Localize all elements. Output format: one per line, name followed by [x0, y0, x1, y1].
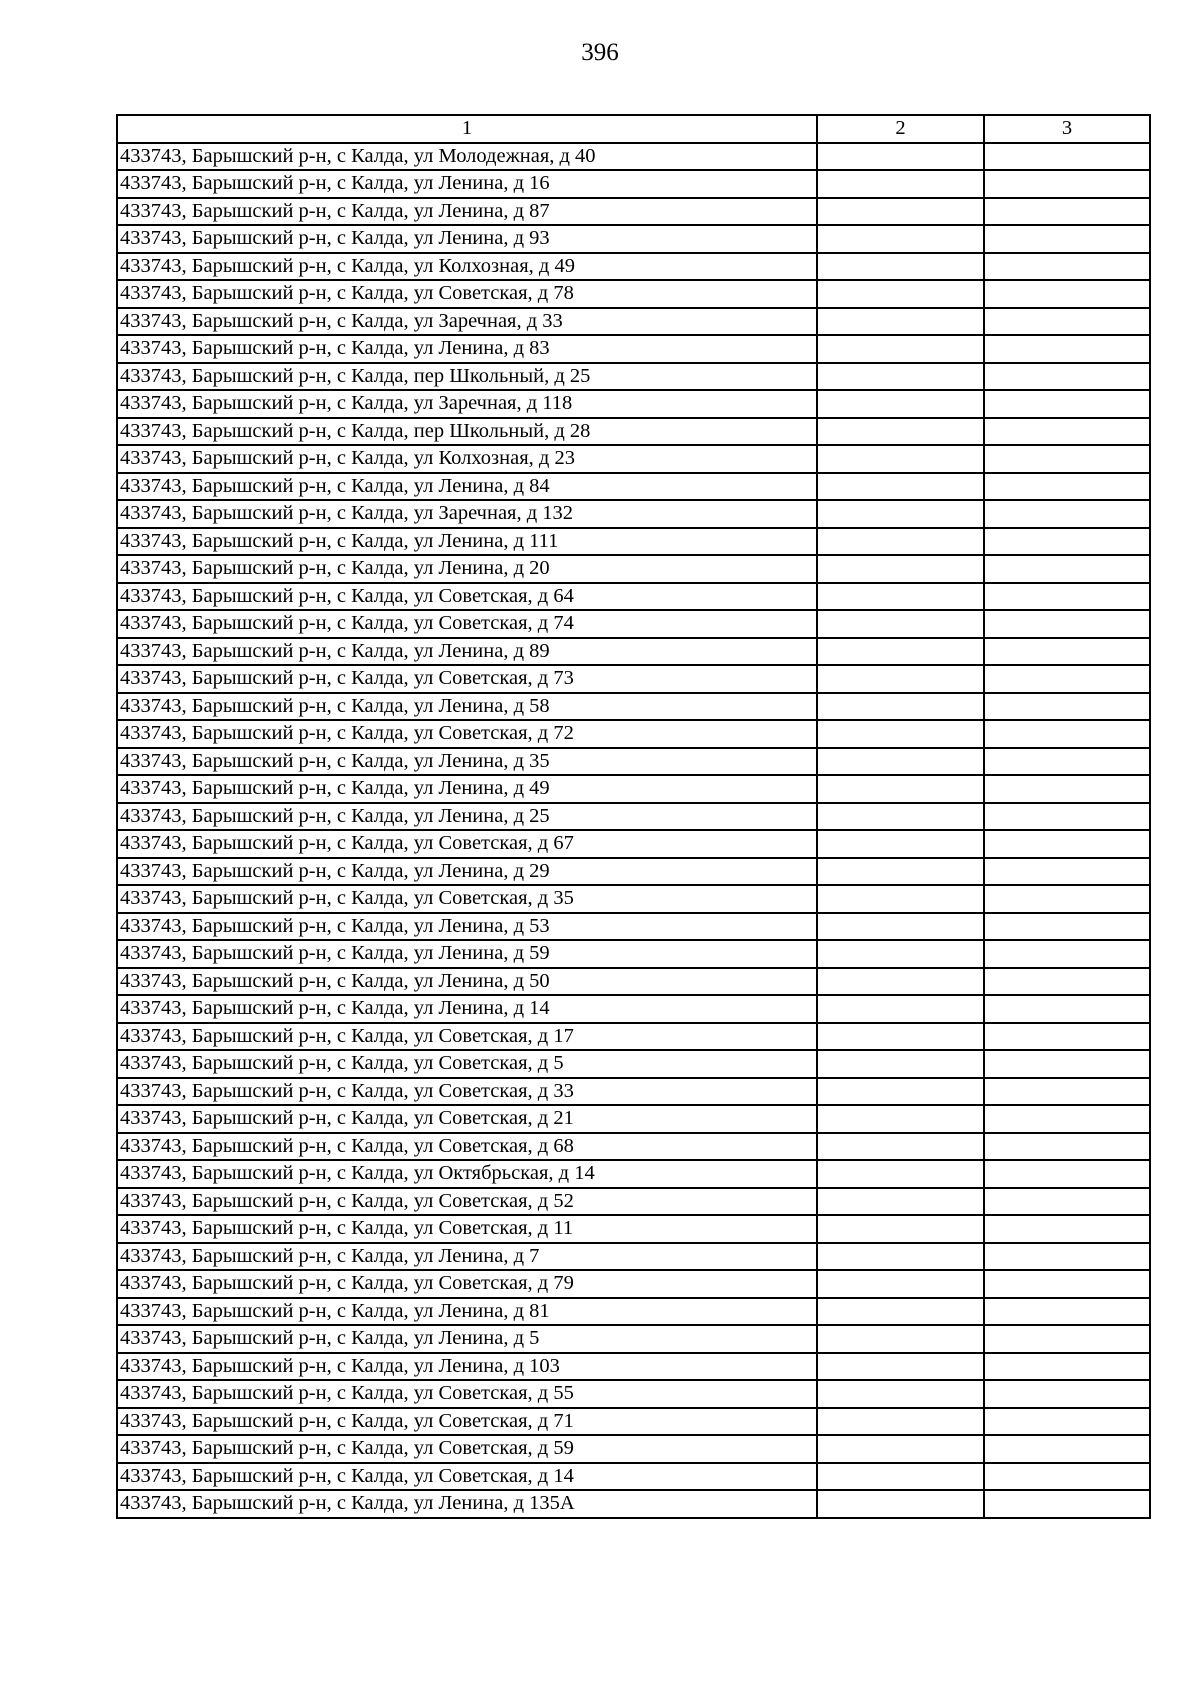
address-cell: 433743, Барышский р-н, с Калда, ул Советская, д 11: [117, 1215, 817, 1243]
col-3-cell: [984, 720, 1150, 748]
table-row: [117, 1133, 1150, 1161]
table-row: [117, 583, 1150, 611]
header-col-2: 2: [817, 115, 984, 143]
col-3-cell: [984, 418, 1150, 446]
address-cell: 433743, Барышский р-н, с Калда, ул Советская, д 52: [117, 1188, 817, 1216]
col-2-cell: [817, 1243, 984, 1271]
address-cell: 433743, Барышский р-н, с Калда, ул Ленина, д 7: [117, 1243, 817, 1271]
col-3-cell: [984, 1408, 1150, 1436]
table-row: [117, 830, 1150, 858]
table-row: [117, 335, 1150, 363]
table-row: [117, 1435, 1150, 1463]
address-cell: 433743, Барышский р-н, с Калда, ул Советская, д 79: [117, 1270, 817, 1298]
table-row: [117, 995, 1150, 1023]
address-cell: 433743, Барышский р-н, с Калда, ул Советская, д 74: [117, 610, 817, 638]
col-3-cell: [984, 390, 1150, 418]
address-cell: 433743, Барышский р-н, с Калда, ул Ленина, д 103: [117, 1353, 817, 1381]
col-2-cell: [817, 1078, 984, 1106]
table-row: [117, 665, 1150, 693]
col-2-cell: [817, 143, 984, 171]
table-row: [117, 225, 1150, 253]
table-row: [117, 885, 1150, 913]
address-cell: 433743, Барышский р-н, с Калда, ул Ленина, д 53: [117, 913, 817, 941]
col-3-cell: [984, 1160, 1150, 1188]
col-2-cell: [817, 280, 984, 308]
table-row: [117, 1353, 1150, 1381]
col-3-cell: [984, 665, 1150, 693]
col-2-cell: [817, 198, 984, 226]
address-cell: 433743, Барышский р-н, с Калда, ул Ленина, д 83: [117, 335, 817, 363]
col-2-cell: [817, 968, 984, 996]
address-cell: 433743, Барышский р-н, с Калда, ул Ленина, д 87: [117, 198, 817, 226]
col-2-cell: [817, 1160, 984, 1188]
col-2-cell: [817, 528, 984, 556]
address-cell: 433743, Барышский р-н, с Калда, ул Ленина, д 135А: [117, 1490, 817, 1518]
col-2-cell: [817, 1380, 984, 1408]
table-row: [117, 1298, 1150, 1326]
table-row: [117, 1408, 1150, 1436]
table-row: [117, 1243, 1150, 1271]
table-row: [117, 170, 1150, 198]
col-2-cell: [817, 830, 984, 858]
col-3-cell: [984, 1435, 1150, 1463]
table-row: [117, 1050, 1150, 1078]
table-row: [117, 803, 1150, 831]
address-cell: 433743, Барышский р-н, с Калда, ул Ленина, д 81: [117, 1298, 817, 1326]
table-row: [117, 1160, 1150, 1188]
address-cell: 433743, Барышский р-н, с Калда, ул Заречная, д 33: [117, 308, 817, 336]
col-3-cell: [984, 1243, 1150, 1271]
col-3-cell: [984, 1133, 1150, 1161]
address-cell: 433743, Барышский р-н, с Калда, ул Ленина, д 16: [117, 170, 817, 198]
table-row: [117, 913, 1150, 941]
table-row: [117, 1270, 1150, 1298]
table-row: [117, 1463, 1150, 1491]
col-3-cell: [984, 1050, 1150, 1078]
col-2-cell: [817, 720, 984, 748]
col-3-cell: [984, 748, 1150, 776]
col-3-cell: [984, 858, 1150, 886]
table-row: [117, 1325, 1150, 1353]
col-2-cell: [817, 390, 984, 418]
address-cell: 433743, Барышский р-н, с Калда, ул Колхозная, д 23: [117, 445, 817, 473]
table-row: [117, 1490, 1150, 1518]
address-cell: 433743, Барышский р-н, с Калда, ул Ленина, д 25: [117, 803, 817, 831]
col-3-cell: [984, 638, 1150, 666]
col-3-cell: [984, 473, 1150, 501]
table-row: [117, 1105, 1150, 1133]
table-row: [117, 445, 1150, 473]
table-row: [117, 693, 1150, 721]
col-2-cell: [817, 308, 984, 336]
table-row: [117, 720, 1150, 748]
col-2-cell: [817, 1463, 984, 1491]
table-row: [117, 610, 1150, 638]
col-2-cell: [817, 555, 984, 583]
col-3-cell: [984, 225, 1150, 253]
col-3-cell: [984, 1105, 1150, 1133]
table-row: [117, 143, 1150, 171]
address-cell: 433743, Барышский р-н, с Калда, ул Ленина, д 20: [117, 555, 817, 583]
address-cell: 433743, Барышский р-н, с Калда, ул Колхозная, д 49: [117, 253, 817, 281]
address-cell: 433743, Барышский р-н, с Калда, ул Советская, д 59: [117, 1435, 817, 1463]
address-cell: 433743, Барышский р-н, с Калда, ул Октябрьская, д 14: [117, 1160, 817, 1188]
table-row: [117, 198, 1150, 226]
address-cell: 433743, Барышский р-н, с Калда, ул Ленина, д 29: [117, 858, 817, 886]
address-cell: 433743, Барышский р-н, с Калда, ул Советская, д 33: [117, 1078, 817, 1106]
col-3-cell: [984, 913, 1150, 941]
address-cell: 433743, Барышский р-н, с Калда, ул Ленина, д 5: [117, 1325, 817, 1353]
col-3-cell: [984, 995, 1150, 1023]
col-2-cell: [817, 1050, 984, 1078]
col-2-cell: [817, 638, 984, 666]
address-cell: 433743, Барышский р-н, с Калда, ул Советская, д 72: [117, 720, 817, 748]
col-3-cell: [984, 803, 1150, 831]
col-2-cell: [817, 885, 984, 913]
table-body: [117, 143, 1150, 1518]
col-3-cell: [984, 363, 1150, 391]
col-3-cell: [984, 198, 1150, 226]
table-row: [117, 363, 1150, 391]
table-row: [117, 308, 1150, 336]
col-3-cell: [984, 1490, 1150, 1518]
col-3-cell: [984, 1298, 1150, 1326]
col-3-cell: [984, 280, 1150, 308]
col-2-cell: [817, 445, 984, 473]
address-cell: 433743, Барышский р-н, с Калда, ул Ленина, д 49: [117, 775, 817, 803]
address-table: [116, 114, 1151, 1519]
col-3-cell: [984, 940, 1150, 968]
col-3-cell: [984, 143, 1150, 171]
col-3-cell: [984, 528, 1150, 556]
col-2-cell: [817, 170, 984, 198]
address-cell: 433743, Барышский р-н, с Калда, ул Ленина, д 89: [117, 638, 817, 666]
col-3-cell: [984, 1463, 1150, 1491]
col-2-cell: [817, 363, 984, 391]
col-3-cell: [984, 1353, 1150, 1381]
col-3-cell: [984, 308, 1150, 336]
col-3-cell: [984, 1325, 1150, 1353]
address-cell: 433743, Барышский р-н, с Калда, ул Молодежная, д 40: [117, 143, 817, 171]
table-row: [117, 775, 1150, 803]
table-header: [117, 115, 1150, 143]
col-3-cell: [984, 610, 1150, 638]
col-2-cell: [817, 748, 984, 776]
col-2-cell: [817, 1105, 984, 1133]
col-2-cell: [817, 1188, 984, 1216]
page-number: 396: [581, 39, 619, 66]
address-cell: 433743, Барышский р-н, с Калда, ул Ленина, д 50: [117, 968, 817, 996]
table-row: [117, 1078, 1150, 1106]
address-cell: 433743, Барышский р-н, с Калда, ул Советская, д 68: [117, 1133, 817, 1161]
col-2-cell: [817, 803, 984, 831]
col-2-cell: [817, 693, 984, 721]
address-cell: 433743, Барышский р-н, с Калда, ул Ленина, д 14: [117, 995, 817, 1023]
col-2-cell: [817, 1298, 984, 1326]
address-cell: 433743, Барышский р-н, с Калда, ул Ленина, д 111: [117, 528, 817, 556]
col-3-cell: [984, 1188, 1150, 1216]
col-2-cell: [817, 1490, 984, 1518]
col-3-cell: [984, 170, 1150, 198]
col-2-cell: [817, 1353, 984, 1381]
table-row: [117, 748, 1150, 776]
col-2-cell: [817, 1270, 984, 1298]
col-2-cell: [817, 995, 984, 1023]
address-cell: 433743, Барышский р-н, с Калда, ул Заречная, д 132: [117, 500, 817, 528]
col-3-cell: [984, 253, 1150, 281]
col-2-cell: [817, 1215, 984, 1243]
address-cell: 433743, Барышский р-н, с Калда, ул Ленина, д 35: [117, 748, 817, 776]
col-2-cell: [817, 1133, 984, 1161]
table-row: [117, 638, 1150, 666]
header-row: [117, 115, 1150, 143]
col-2-cell: [817, 1435, 984, 1463]
table-row: [117, 1023, 1150, 1051]
address-cell: 433743, Барышский р-н, с Калда, пер Школьный, д 25: [117, 363, 817, 391]
header-col-1: 1: [117, 115, 817, 143]
address-cell: 433743, Барышский р-н, с Калда, ул Советская, д 35: [117, 885, 817, 913]
col-2-cell: [817, 1325, 984, 1353]
table-row: [117, 253, 1150, 281]
address-cell: 433743, Барышский р-н, с Калда, ул Ленина, д 93: [117, 225, 817, 253]
col-2-cell: [817, 473, 984, 501]
table-row: [117, 940, 1150, 968]
col-3-cell: [984, 1023, 1150, 1051]
col-2-cell: [817, 940, 984, 968]
address-cell: 433743, Барышский р-н, с Калда, ул Советская, д 73: [117, 665, 817, 693]
table-row: [117, 1188, 1150, 1216]
col-2-cell: [817, 665, 984, 693]
col-3-cell: [984, 555, 1150, 583]
table-row: [117, 390, 1150, 418]
col-2-cell: [817, 500, 984, 528]
address-cell: 433743, Барышский р-н, с Калда, ул Советская, д 71: [117, 1408, 817, 1436]
col-2-cell: [817, 335, 984, 363]
col-2-cell: [817, 610, 984, 638]
col-3-cell: [984, 500, 1150, 528]
col-2-cell: [817, 1408, 984, 1436]
address-cell: 433743, Барышский р-н, с Калда, ул Советская, д 14: [117, 1463, 817, 1491]
table-row: [117, 858, 1150, 886]
address-cell: 433743, Барышский р-н, с Калда, ул Ленина, д 84: [117, 473, 817, 501]
table-row: [117, 968, 1150, 996]
address-cell: 433743, Барышский р-н, с Калда, пер Школьный, д 28: [117, 418, 817, 446]
col-3-cell: [984, 1078, 1150, 1106]
address-cell: 433743, Барышский р-н, с Калда, ул Советская, д 78: [117, 280, 817, 308]
col-3-cell: [984, 1215, 1150, 1243]
col-2-cell: [817, 913, 984, 941]
table-row: [117, 528, 1150, 556]
table-row: [117, 280, 1150, 308]
col-2-cell: [817, 775, 984, 803]
col-2-cell: [817, 858, 984, 886]
table-row: [117, 555, 1150, 583]
col-3-cell: [984, 693, 1150, 721]
col-3-cell: [984, 1380, 1150, 1408]
header-col-3: 3: [984, 115, 1150, 143]
col-3-cell: [984, 830, 1150, 858]
col-3-cell: [984, 335, 1150, 363]
col-3-cell: [984, 968, 1150, 996]
address-cell: 433743, Барышский р-н, с Калда, ул Советская, д 21: [117, 1105, 817, 1133]
col-2-cell: [817, 225, 984, 253]
table-row: [117, 500, 1150, 528]
address-cell: 433743, Барышский р-н, с Калда, ул Советская, д 5: [117, 1050, 817, 1078]
col-3-cell: [984, 775, 1150, 803]
address-cell: 433743, Барышский р-н, с Калда, ул Советская, д 55: [117, 1380, 817, 1408]
col-3-cell: [984, 445, 1150, 473]
address-cell: 433743, Барышский р-н, с Калда, ул Ленина, д 59: [117, 940, 817, 968]
table-row: [117, 1380, 1150, 1408]
address-cell: 433743, Барышский р-н, с Калда, ул Заречная, д 118: [117, 390, 817, 418]
col-2-cell: [817, 583, 984, 611]
address-cell: 433743, Барышский р-н, с Калда, ул Советская, д 67: [117, 830, 817, 858]
table-row: [117, 418, 1150, 446]
table-row: [117, 473, 1150, 501]
col-3-cell: [984, 885, 1150, 913]
col-2-cell: [817, 1023, 984, 1051]
address-cell: 433743, Барышский р-н, с Калда, ул Советская, д 17: [117, 1023, 817, 1051]
table-row: [117, 1215, 1150, 1243]
col-2-cell: [817, 253, 984, 281]
col-3-cell: [984, 1270, 1150, 1298]
col-3-cell: [984, 583, 1150, 611]
col-2-cell: [817, 418, 984, 446]
address-cell: 433743, Барышский р-н, с Калда, ул Советская, д 64: [117, 583, 817, 611]
address-cell: 433743, Барышский р-н, с Калда, ул Ленина, д 58: [117, 693, 817, 721]
